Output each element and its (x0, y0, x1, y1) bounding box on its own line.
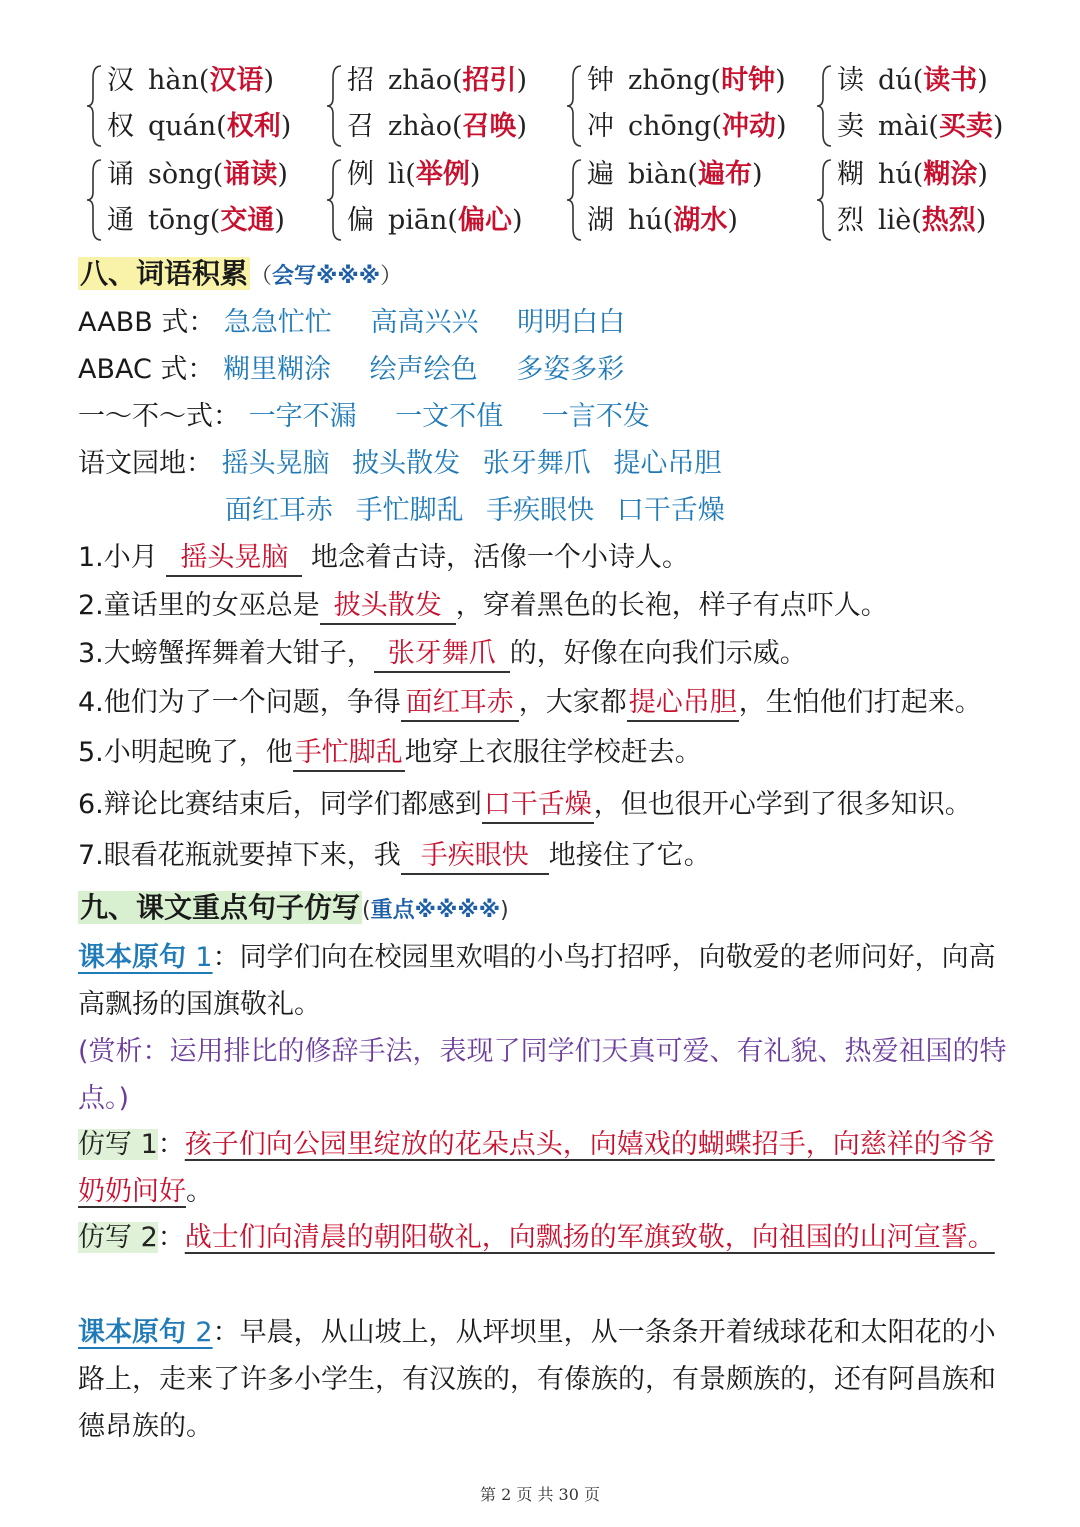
word-term: 多姿多彩 (516, 354, 625, 385)
hanzi: 权 (107, 111, 134, 142)
answer-blank: 张牙舞爪 (374, 637, 510, 673)
answer-word: 汉语 (209, 65, 264, 96)
pinyin: biàn (628, 159, 688, 190)
section-heading-sentences: 九、课文重点句子仿写(重点※※※※) (80, 891, 509, 924)
answer-word: 冲动 (722, 111, 776, 142)
pinyin: zhāo (388, 65, 452, 96)
yuwen-row-1 (78, 441, 735, 487)
pinyin: tōng (148, 205, 210, 236)
hanzi: 钟 (587, 65, 614, 96)
yuwen-row-2 (225, 488, 739, 534)
word-term: 面红耳赤 (225, 495, 333, 526)
answer-word: 湖水 (673, 205, 728, 236)
answer-blank: 手忙脚乱 (293, 736, 405, 772)
hanzi: 卖 (837, 111, 864, 142)
sentence-text: 7.眼看花瓶就要掉下来，我 (78, 840, 401, 871)
section-title: 八、词语积累 (80, 257, 249, 290)
answer-blank: 口干舌燥 (482, 788, 594, 824)
char-entry: 例 lì(举例) (347, 159, 481, 190)
brace-icon (325, 158, 343, 242)
word-term: 口干舌燥 (616, 495, 725, 526)
answer-word: 买卖 (938, 111, 993, 142)
sentence-end: 。 (186, 1176, 213, 1207)
word-term: 绘声绘色 (369, 354, 478, 385)
hanzi: 湖 (587, 205, 614, 236)
imitation-2: 仿写 2：战士们向清晨的朝阳敬礼，向飘扬的军旗致敬，向祖国的山河宣誓。 (78, 1222, 995, 1253)
pinyin: chōng (628, 111, 712, 142)
original-text: ：早晨，从山坡上，从坪坝里，从一条条开着绒球花和太阳花的小路上，走来了许多小学生，有汉族的，有傣族的，有景颇族的，还有阿昌族和德昂族的。 (78, 1317, 996, 1442)
hanzi: 通 (107, 205, 134, 236)
answer-word: 偏心 (457, 205, 512, 236)
hanzi: 糊 (837, 159, 864, 190)
char-entry: 偏 piān(偏心) (347, 205, 523, 236)
pinyin: quán (148, 111, 217, 142)
sentence-text: 的，好像在向我们示威。 (509, 638, 807, 669)
sentence-1 (78, 535, 689, 581)
pinyin: liè (878, 205, 912, 236)
brace-icon (325, 64, 343, 148)
original-text: ：同学们向在校园里欢唱的小鸟打招呼，向敬爱的老师问好，向高高飘扬的国旗敬礼。 (78, 942, 996, 1020)
imitation-1: 仿写 1：孩子们向公园里绽放的花朵点头，向嬉戏的蝴蝶招手，向慈祥的爷爷奶奶问好。 (78, 1129, 995, 1207)
brace-icon (815, 64, 833, 148)
analysis-note: (赏析：运用排比的修辞手法，表现了同学们天真可爱、有礼貌、热爱祖国的特点。) (78, 1036, 1007, 1114)
word-term: 张牙舞爪 (482, 448, 591, 479)
pinyin: lì (388, 159, 406, 190)
word-term: 手疾眼快 (486, 495, 595, 526)
sentence-3 (78, 631, 807, 677)
hanzi: 汉 (107, 65, 134, 96)
char-entry: 读 dú(读书) (837, 65, 988, 96)
sentence-text: 2.童话里的女巫总是 (78, 590, 320, 621)
char-entry: 卖 mài(买卖) (837, 111, 1004, 142)
answer-word: 权利 (226, 111, 281, 142)
word-term: 糊里糊涂 (223, 354, 332, 385)
word-term: 手忙脚乱 (355, 495, 464, 526)
sentence-text: ，穿着黑色的长袍，样子有点吓人。 (455, 590, 888, 621)
brace-icon (565, 158, 583, 242)
brace-icon (85, 158, 103, 242)
char-entry: 诵 sòng(诵读) (107, 159, 288, 190)
pinyin: hú (628, 205, 663, 236)
answer-blank: 摇头晃脑 (166, 541, 302, 577)
sentence-text: 1.小月 (78, 542, 158, 573)
answer-word: 召唤 (462, 111, 517, 142)
char-entry: 遍 biàn(遍布) (587, 159, 763, 190)
sentence-text: 地穿上衣服往学校赶去。 (404, 737, 702, 768)
original-sentence-2 (78, 1309, 1008, 1450)
char-entry: 召 zhào(召唤) (347, 111, 528, 142)
abac-row (78, 347, 654, 393)
imitation-label: 仿写 1 (78, 1129, 158, 1160)
answer-word: 招引 (462, 65, 517, 96)
sentence-4 (78, 680, 982, 726)
hanzi: 冲 (587, 111, 614, 142)
answer-word: 时钟 (721, 65, 776, 96)
answer-word: 读书 (923, 65, 978, 96)
section-title: 九、课文重点句子仿写 (80, 891, 361, 924)
word-term: 提心吊胆 (613, 448, 722, 479)
answer-word: 热烈 (921, 205, 976, 236)
char-entry: 冲 chōng(冲动) (587, 111, 787, 142)
answer-blank: 提心吊胆 (627, 686, 739, 722)
hanzi: 烈 (837, 205, 864, 236)
hanzi: 诵 (107, 159, 134, 190)
pinyin: mài (878, 111, 929, 142)
section-heading-words: 八、词语积累（会写※※※） (80, 257, 403, 290)
word-term: 披头散发 (352, 448, 461, 479)
sentence-2 (78, 583, 888, 629)
sentence-text: 4.他们为了一个问题，争得 (78, 687, 401, 718)
answer-word: 诵读 (223, 159, 278, 190)
imitation-text: 战士们向清晨的朝阳敬礼，向飘扬的军旗致敬，向祖国的山河宣誓。 (184, 1222, 995, 1253)
char-entry: 权 quán(权利) (107, 111, 292, 142)
page-footer: 第 2 页 共 30 页 (480, 1485, 600, 1504)
original-label: 课本原句 2 (78, 1317, 213, 1348)
char-entry: 湖 hú(湖水) (587, 205, 738, 236)
answer-blank: 手疾眼快 (401, 839, 549, 875)
char-entry: 通 tōng(交通) (107, 205, 285, 236)
yibu-label: 一～不～式： (78, 401, 240, 432)
hanzi: 读 (837, 65, 864, 96)
hanzi: 招 (347, 65, 374, 96)
answer-word: 糊涂 (923, 159, 978, 190)
word-term: 明明白白 (517, 307, 626, 338)
sentence-text: 5.小明起晚了，他 (78, 737, 293, 768)
imitation-label: 仿写 2 (78, 1222, 158, 1253)
pinyin: piān (388, 205, 448, 236)
aabb-row (78, 300, 655, 346)
word-term: 一言不发 (541, 401, 650, 432)
pinyin: hú (878, 159, 913, 190)
pinyin: hàn (148, 65, 199, 96)
sentence-text: ，大家都 (518, 687, 627, 718)
answer-word: 遍布 (697, 159, 752, 190)
sentence-6 (78, 782, 972, 828)
char-entry: 烈 liè(热烈) (837, 205, 987, 236)
char-entry: 钟 zhōng(时钟) (587, 65, 786, 96)
sentence-text: 6.辩论比赛结束后，同学们都感到 (78, 789, 482, 820)
original-sentence-1 (78, 934, 1008, 1028)
sentence-7 (78, 833, 711, 879)
brace-icon (565, 64, 583, 148)
word-term: 一字不漏 (248, 401, 357, 432)
answer-blank: 面红耳赤 (401, 686, 519, 722)
word-term: 一文不值 (395, 401, 504, 432)
pinyin: zhào (388, 111, 452, 142)
hanzi: 例 (347, 159, 374, 190)
aabb-label: AABB 式： (78, 307, 216, 338)
pinyin: zhōng (628, 65, 711, 96)
hanzi: 偏 (347, 205, 374, 236)
char-entry: 糊 hú(糊涂) (837, 159, 988, 190)
original-label: 课本原句 1 (78, 942, 213, 973)
sentence-5 (78, 730, 702, 776)
sentence-text: 地接住了它。 (548, 840, 711, 871)
yuwen-label: 语文园地： (78, 448, 213, 479)
sentence-text: ，生怕他们打起来。 (738, 687, 982, 718)
hanzi: 召 (347, 111, 374, 142)
word-term: 摇头晃脑 (221, 448, 330, 479)
section-note: 重点※※※※ (370, 898, 501, 923)
abac-label: ABAC 式： (78, 354, 215, 385)
yibu-row (78, 394, 680, 440)
pinyin: sòng (148, 159, 213, 190)
word-term: 急急忙忙 (223, 307, 332, 338)
brace-icon (815, 158, 833, 242)
brace-icon (85, 64, 103, 148)
pinyin: dú (878, 65, 913, 96)
imitation-text: 孩子们向公园里绽放的花朵点头，向嬉戏的蝴蝶招手，向慈祥的爷爷奶奶问好 (78, 1129, 995, 1207)
answer-word: 交通 (220, 205, 275, 236)
answer-blank: 披头散发 (320, 589, 456, 625)
sentence-text: ，但也很开心学到了很多知识。 (593, 789, 972, 820)
char-entry: 汉 hàn(汉语) (107, 65, 274, 96)
word-term: 高高兴兴 (370, 307, 479, 338)
hanzi: 遍 (587, 159, 614, 190)
section-note: 会写※※※ (272, 264, 381, 289)
char-entry: 招 zhāo(招引) (347, 65, 528, 96)
sentence-text: 地念着古诗，活像一个小诗人。 (310, 542, 689, 573)
answer-word: 举例 (415, 159, 470, 190)
sentence-text: 3.大螃蟹挥舞着大钳子， (78, 638, 374, 669)
